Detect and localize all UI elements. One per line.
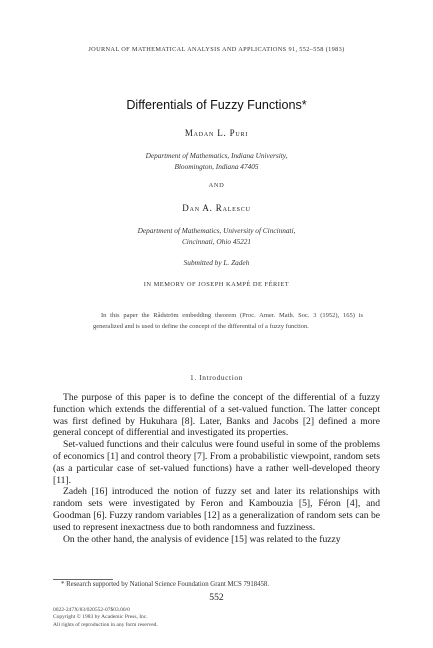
author-2-affiliation-line-2: Cincinnati, Ohio 45221 (181, 237, 252, 246)
body-text (53, 392, 380, 545)
meta-copyright: Copyright © 1983 by Academic Press, Inc. (53, 614, 148, 621)
body-paragraph: Zadeh [16] introduced the notion of fuzzy set and later its relationships with random sets were investigated by Feron and Kambouzia [5], Féron [4], and Goodman [6]. Fuzzy random variables [12] as a generalization of random sets can be used to represent inexactness due to both randomness and fuzziness. (53, 486, 380, 533)
publication-meta (53, 607, 253, 629)
abstract: In this paper the Rådström embedding theorem (Proc. Amer. Math. Soc. 3 (1952), 165) is generalized and is used to define the concept of the differential of a fuzzy function. (93, 312, 363, 330)
author-1-affiliation (0, 150, 433, 172)
footnote-divider (53, 579, 113, 580)
body-paragraph: On the other hand, the analysis of evidence [15] was related to the fuzzy (63, 533, 341, 545)
submitted-by: Submitted by L. Zadeh (183, 258, 250, 267)
running-head: JOURNAL OF MATHEMATICAL ANALYSIS AND APPLICATIONS 91, 552–558 (1983) (88, 46, 345, 53)
body-paragraph: The purpose of this paper is to define the concept of the differential of a fuzzy function which extends the differential of a set-valued function. The latter concept was first defined by Hukuhara [8]. Later, Banks and Jacobs [2] defined a more general concept of differential and investigated its properties. (53, 392, 380, 439)
author-2-affiliation (0, 225, 433, 247)
author-1-affiliation-line-1: Department of Mathematics, Indiana University, (145, 151, 288, 160)
body-paragraph: Set-valued functions and their calculus were found useful in some of the problems of economics [1] and control theory [7]. From a probabilistic viewpoint, random sets (as a particular case of set-valued functions) have a rather well-developed theory [11]. (53, 439, 380, 486)
meta-code: 0022-247X/83/020552-07$03.00/0 (53, 607, 130, 613)
and-separator: AND (208, 182, 225, 189)
author-2-name: Dan A. Ralescu (182, 203, 251, 213)
footnote: * Research supported by National Science Foundation Grant MCS 7918458. (61, 581, 270, 588)
paper-title: Differentials of Fuzzy Functions* (126, 98, 307, 112)
author-1-name: Madan L. Puri (184, 128, 249, 138)
section-heading: 1. Introduction (190, 373, 243, 382)
author-2-affiliation-line-1: Department of Mathematics, University of Cincinnati, (137, 226, 296, 235)
dedication: IN MEMORY OF JOSEPH KAMPÉ DE FÉRIET (143, 281, 290, 288)
author-1-affiliation-line-2: Bloomington, Indiana 47405 (174, 162, 259, 171)
page-number: 552 (209, 592, 224, 603)
meta-rights: All rights of reproduction in any form reserved. (53, 621, 158, 628)
